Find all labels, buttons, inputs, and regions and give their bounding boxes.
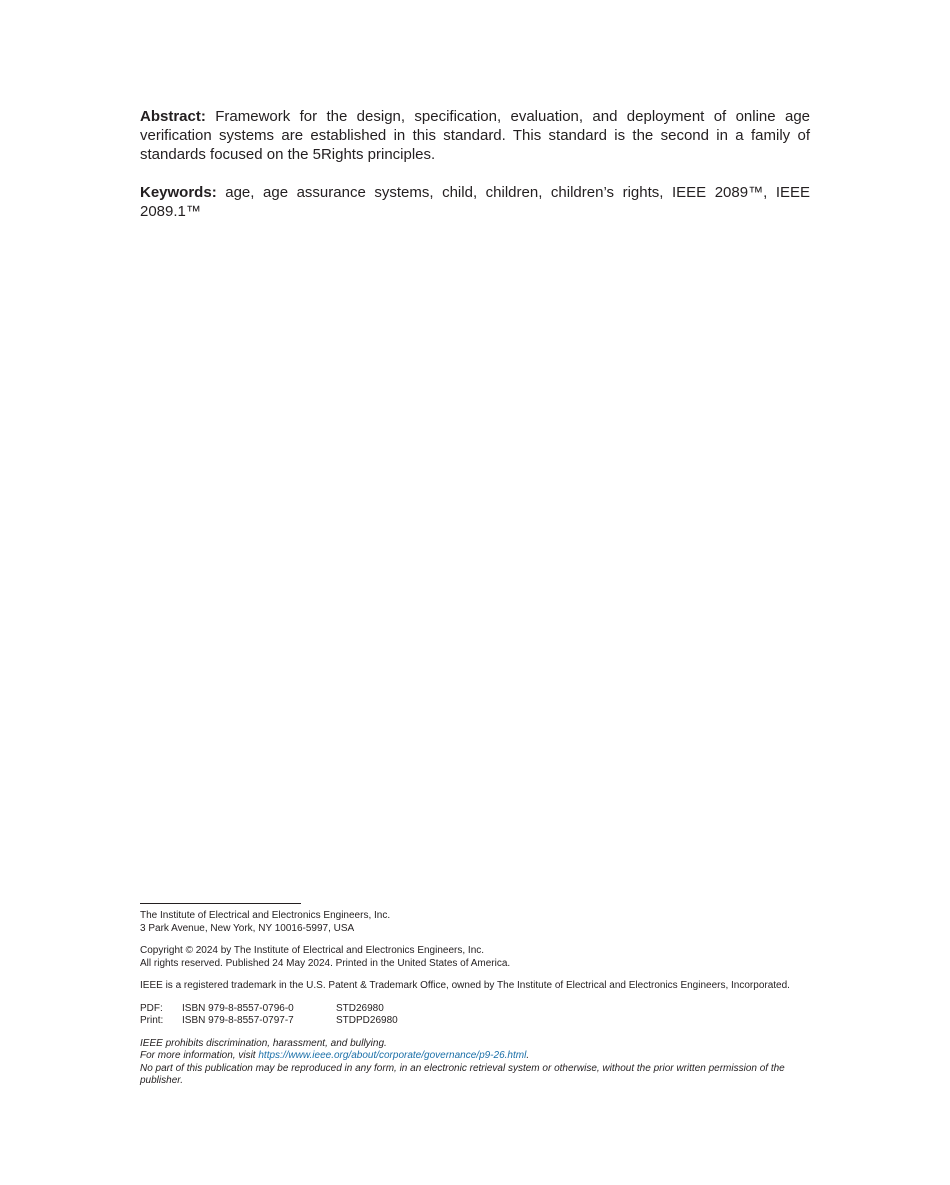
- isbn-row-pdf: [140, 1003, 820, 1016]
- publication-info: [140, 910, 820, 1088]
- governance-link[interactable]: https://www.ieee.org/about/corporate/governance/p9-26.html: [258, 1050, 527, 1061]
- trademark-block: [140, 980, 820, 993]
- isbn-code: STDPD26980: [336, 1015, 398, 1026]
- isbn-code: STD26980: [336, 1002, 384, 1014]
- publisher-name: The Institute of Electrical and Electronics Engineers, Inc.: [140, 910, 391, 921]
- keywords-text: age, age assurance systems, child, children, children’s rights, IEEE 2089™, IEEE 2089.1™: [140, 184, 810, 220]
- copyright-line: Copyright © 2024 by The Institute of Electrical and Electronics Engineers, Inc.: [140, 945, 485, 956]
- isbn-format: PDF:: [140, 1002, 163, 1014]
- publisher-block: [140, 910, 820, 935]
- keywords-paragraph: [140, 183, 810, 221]
- copyright-block: [140, 945, 820, 970]
- abstract-text: Framework for the design, specification, evaluation, and deployment of online age verification systems are established in this standard. This standard is the second in a family of standards focused on the 5Rights principles.: [140, 108, 811, 163]
- keywords-label: Keywords:: [140, 184, 217, 201]
- more-info-prefix: For more information, visit: [140, 1050, 259, 1061]
- more-info-line: [140, 1050, 820, 1063]
- isbn-number: ISBN 979-8-8557-0797-7: [182, 1015, 294, 1026]
- footnote-divider: [140, 903, 301, 904]
- reproduction-notice: No part of this publication may be reproduced in any form, in an electronic retrieval system or otherwise, without the prior written permission of the publisher.: [140, 1062, 785, 1086]
- isbn-row-print: [140, 1015, 820, 1028]
- abstract-label: Abstract:: [140, 108, 206, 125]
- rights-line: All rights reserved. Published 24 May 2024. Printed in the United States of America.: [140, 957, 511, 969]
- more-info-suffix: .: [526, 1050, 530, 1061]
- publisher-address: 3 Park Avenue, New York, NY 10016-5997, USA: [140, 922, 355, 934]
- abstract-paragraph: [140, 107, 810, 164]
- isbn-number: ISBN 979-8-8557-0796-0: [182, 1002, 294, 1014]
- abstract-section: [140, 107, 810, 221]
- isbn-format: Print:: [140, 1015, 164, 1026]
- isbn-block: [140, 1003, 820, 1028]
- discrimination-notice: IEEE prohibits discrimination, harassment, and bullying.: [140, 1037, 387, 1049]
- notice-block: [140, 1038, 820, 1088]
- trademark-notice: IEEE is a registered trademark in the U.S. Patent & Trademark Office, owned by The Institute of Electrical and Electronics Engineers, Incorporated.: [140, 980, 790, 991]
